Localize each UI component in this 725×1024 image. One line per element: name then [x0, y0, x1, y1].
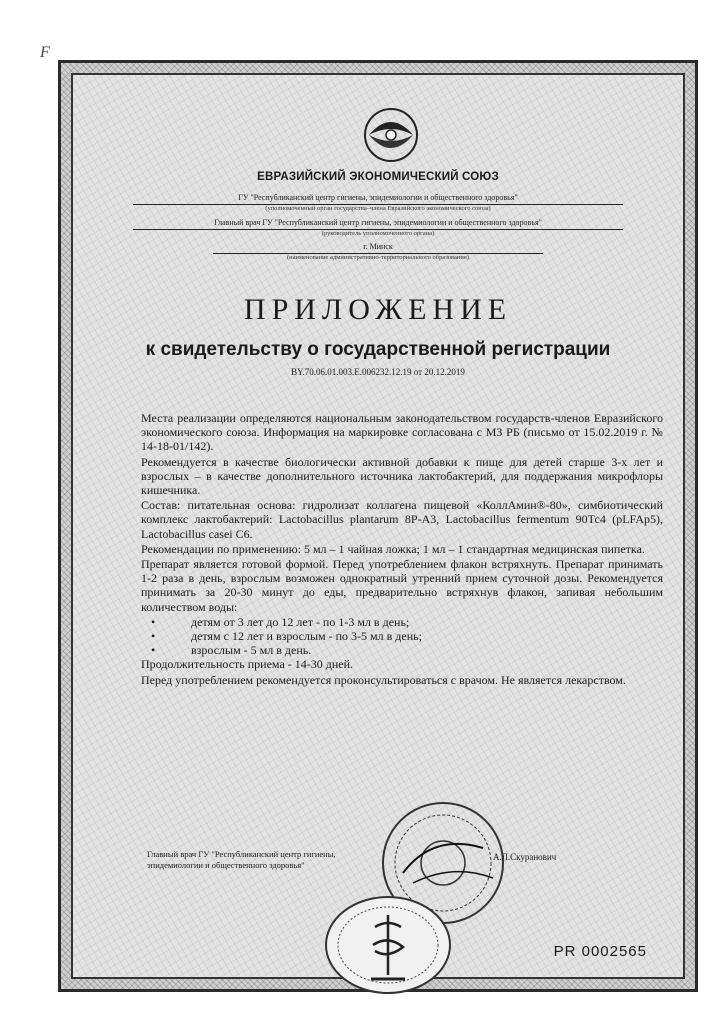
eaeu-emblem-icon: [361, 105, 421, 165]
paragraph-sales: Места реализации определяются национальным законодательством государств-членов Евразийского экономического союза. Информация на маркировке согласована с МЗ РБ (письмо от 15.02.2019 г. № 14-18-01/142).: [141, 411, 663, 454]
authority-caption: (уполномоченный орган государства–члена Евразийского экономического союза): [265, 205, 491, 212]
hologram-emblem-icon: [313, 875, 463, 995]
dosage-list: [141, 615, 663, 658]
certificate-sheet: [58, 60, 698, 992]
certificate-inner-frame: [71, 73, 685, 979]
city-line: г. Минск: [213, 242, 543, 254]
chief-caption: (руководитель уполномоченного органа): [321, 230, 435, 237]
paragraph-dosage: Препарат является готовой формой. Перед употреблением флакон встряхнуть. Препарат принимать 1-2 раза в день, взрослым возможен однократный утренний прием суточной дозы. Рекомендуется принимать за 20-30 минут до еды, предварительно встряхнув флакон, запивая небольшим количеством воды:: [141, 557, 663, 614]
corner-handwritten-mark: F: [40, 44, 50, 61]
paragraph-duration: Продолжительность приема - 14-30 дней.: [141, 657, 354, 672]
document-body: [141, 411, 663, 688]
paragraph-usage: Рекомендации по применению: 5 мл – 1 чайная ложка; 1 мл – 1 стандартная медицинская пипетка.: [141, 541, 645, 556]
chief-line: Главный врач ГУ "Республиканский центр гигиены, эпидемиологии и общественного здоровья": [133, 218, 623, 230]
registration-number: BY.70.06.01.003.E.006232.12.19 от 20.12.2019: [291, 367, 465, 377]
union-name: ЕВРАЗИЙСКИЙ ЭКОНОМИЧЕСКИЙ СОЮЗ: [257, 171, 499, 183]
paragraph-consult: Перед употреблением рекомендуется проконсультироваться с врачом. Не является лекарством.: [141, 672, 626, 687]
list-item: • детям с 12 лет и взрослым - по 3-5 мл в день;: [141, 629, 663, 643]
city-caption: (наименование административно-территориального образования): [286, 254, 469, 261]
authority-line: ГУ "Республиканский центр гигиены, эпидемиологии и общественного здоровья": [133, 193, 623, 205]
list-item: • детям от 3 лет до 12 лет - по 1-3 мл в день;: [141, 615, 663, 629]
paragraph-composition: Состав: питательная основа: гидролизат коллагена пищевой «КоллАмин®-80», симбиотический комплекс лактобактерий: Lactobacillus plantarum 8P-A3, Lactobacillus fermentum 90Тс4 (pLFAp5), Lactobacillus casei C6.: [141, 498, 663, 541]
signatory-name: А.Л.Скуранович: [493, 852, 557, 862]
signatory-title: [147, 849, 387, 871]
list-item: • взрослым - 5 мл в день.: [141, 643, 663, 657]
document-subtitle: к свидетельству о государственной регистрации: [145, 339, 611, 360]
signatory-title-line2: эпидемиологии и общественного здоровья": [147, 860, 305, 870]
document-title: ПРИЛОЖЕНИЕ: [243, 293, 513, 326]
signatory-title-line1: Главный врач ГУ "Республиканский центр гигиены,: [147, 849, 336, 859]
paragraph-recommendation: Рекомендуется в качестве биологически активной добавки к пище для детей старше 3-х лет и взрослых – в качестве дополнительного источника лактобактерий, для поддержания микрофлоры кишечника.: [141, 454, 663, 498]
form-number: PR 0002565: [553, 943, 647, 960]
